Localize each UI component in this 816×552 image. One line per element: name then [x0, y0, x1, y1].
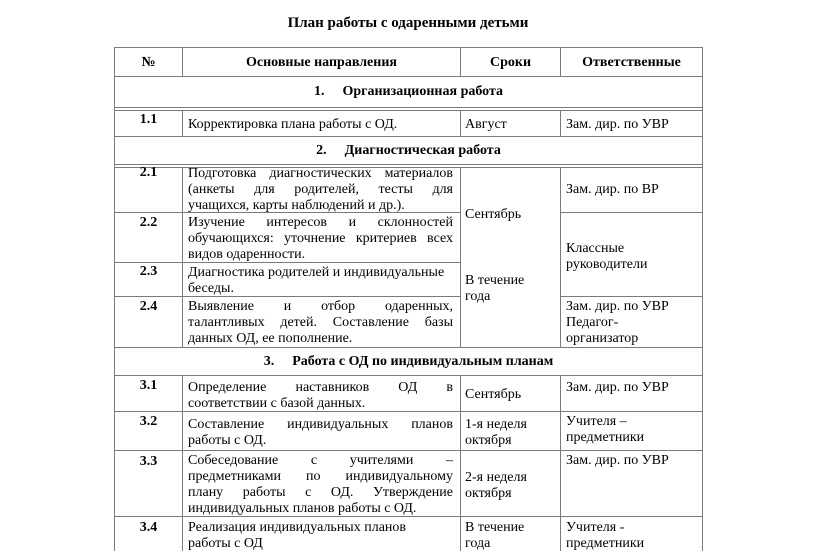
row-border [114, 450, 703, 451]
row-text-line: (анкеты для родителей, тесты для [188, 182, 453, 197]
section-title: 2. Диагностическая работа [316, 143, 501, 158]
row-text-line: Подготовка диагностических материалов [188, 166, 453, 181]
column-divider [182, 375, 183, 551]
column-divider [182, 110, 183, 136]
row-text-line: Определение наставников ОД в [188, 380, 453, 395]
row-text-line: работы с ОД [188, 536, 263, 551]
column-divider [182, 167, 183, 347]
row-responsible: предметники [566, 536, 645, 551]
row-responsible: Педагог- [566, 315, 619, 330]
row-border [114, 347, 703, 348]
row-text-line: плану работы с ОД. Утверждение [188, 485, 453, 500]
row-number: 2.3 [139, 264, 158, 279]
row-number: 2.4 [139, 299, 158, 314]
row-text-line: работы с ОД. [188, 433, 267, 448]
row-term: В течение [465, 273, 525, 288]
row-number: 3.2 [139, 414, 158, 429]
page-title: План работы с одаренными детьми [287, 15, 529, 31]
row-responsible: Зам. дир. по УВР [566, 299, 669, 314]
row-text-line: предметниками по индивидуальному [188, 469, 453, 484]
header-num: № [141, 55, 156, 70]
row-term: 1-я неделя [465, 417, 527, 432]
row-text-line: Изучение интересов и склонностей [188, 215, 453, 230]
row-responsible: Зам. дир. по ВР [566, 182, 659, 197]
row-responsible: предметники [566, 430, 645, 445]
row-number: 1.1 [139, 112, 158, 127]
row-text-line: индивидуальных планов работы с ОД. [188, 501, 417, 516]
row-number: 3.4 [139, 520, 158, 535]
section-title: 1. Организационная работа [313, 84, 504, 99]
row-term: Сентябрь [465, 207, 522, 222]
row-term: октября [465, 433, 512, 448]
row-text-line: соответствии с базой данных. [188, 396, 366, 411]
row-text: Корректировка плана работы с ОД. [188, 117, 398, 132]
row-responsible: организатор [566, 331, 639, 346]
row-term: Август [465, 117, 507, 132]
column-divider [560, 110, 561, 136]
column-divider [460, 375, 461, 551]
row-text-line: учащихся, карты наблюдений и др.). [188, 198, 405, 213]
row-text-line: данных ОД, ее пополнение. [188, 331, 353, 346]
row-term: года [465, 536, 491, 551]
row-text-line: обучающихся: уточнение критериев всех [188, 231, 453, 246]
row-border [114, 107, 703, 108]
row-text-line: видов одаренности. [188, 247, 306, 262]
table-border-right [702, 47, 703, 551]
row-responsible: Учителя – [566, 414, 627, 429]
row-number: 2.2 [139, 215, 158, 230]
column-divider [460, 167, 461, 347]
row-text-line: Составление индивидуальных планов [188, 417, 453, 432]
row-responsible: руководители [566, 257, 648, 272]
row-text-line: Собеседование с учителями – [188, 453, 453, 468]
row-border [560, 296, 703, 297]
column-divider [560, 167, 561, 347]
row-number: 3.3 [139, 454, 158, 469]
row-responsible: Классные [566, 241, 625, 256]
row-term: Сентябрь [465, 387, 522, 402]
column-divider [460, 110, 461, 136]
row-border [114, 110, 703, 111]
header-terms: Сроки [489, 55, 532, 70]
row-responsible: Зам. дир. по УВР [566, 380, 669, 395]
header-responsible: Ответственные [582, 55, 681, 70]
row-text-line: Реализация индивидуальных планов [188, 520, 407, 535]
row-number: 2.1 [139, 165, 158, 180]
row-text-line: Диагностика родителей и индивидуальные [188, 265, 445, 280]
row-border [114, 375, 703, 376]
row-number: 3.1 [139, 378, 158, 393]
row-text-line: Выявление и отбор одаренных, [188, 299, 453, 314]
section-title: 3. Работа с ОД по индивидуальным планам [263, 354, 554, 369]
row-term: года [465, 289, 491, 304]
row-term: октября [465, 486, 512, 501]
row-term: 2-я неделя [465, 470, 527, 485]
row-responsible: Учителя - [566, 520, 625, 535]
column-divider [560, 375, 561, 551]
row-responsible: Зам. дир. по УВР [566, 117, 669, 132]
table-border-top [114, 47, 703, 48]
row-text-line: беседы. [188, 281, 234, 296]
header-row-border [114, 76, 703, 77]
row-border [560, 212, 703, 213]
row-text-line: талантливых детей. Составление базы [188, 315, 453, 330]
row-border [114, 296, 460, 297]
row-term: В течение [465, 520, 525, 535]
row-border [114, 136, 703, 137]
row-responsible: Зам. дир. по УВР [566, 453, 669, 468]
header-directions: Основные направления [246, 55, 397, 70]
